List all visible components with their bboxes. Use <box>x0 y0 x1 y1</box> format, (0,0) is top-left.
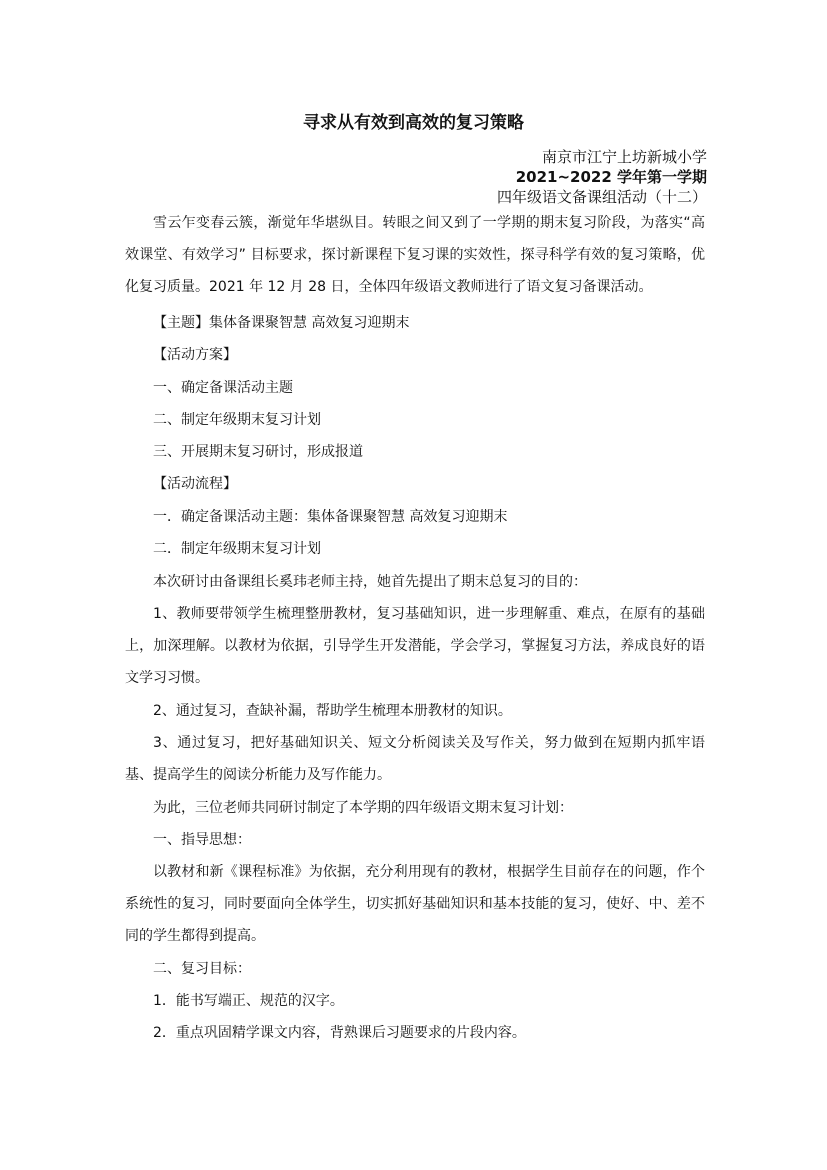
guide-paragraph: 以教材和新《课程标准》为依据，充分利用现有的教材，根据学生目前存在的问题，作个系统性的复习，同时要面向全体学生，切实抓好基础知识和基本技能的复习，使好、中、差不同的学生都得到提高。 <box>125 864 705 944</box>
goal-paragraph-1: 1、教师要带领学生梳理整册教材，复习基础知识，进一步理解重、难点，在原有的基础上，加深理解。以教材为依据，引导学生开发潜能，学会学习，掌握复习方法，养成良好的语文学习习惯。 <box>125 606 705 686</box>
plan-heading: 【活动方案】 <box>153 347 237 363</box>
plan-item: 三、开展期末复习研讨，形成报道 <box>153 444 363 460</box>
guide-heading: 一、指导思想： <box>153 832 251 848</box>
activity-name: 四年级语文备课组活动（十二） <box>496 188 707 206</box>
flow-heading: 【活动流程】 <box>153 476 237 492</box>
school-name: 南京市江宁上坊新城小学 <box>541 148 707 166</box>
plan-item: 二、制定年级期末复习计划 <box>153 412 321 428</box>
plan-item: 一、确定备课活动主题 <box>153 380 293 396</box>
review-item: 1．能书写端正、规范的汉字。 <box>153 993 344 1009</box>
intro-paragraph: 雪云乍变春云簇，渐觉年华堪纵目。转眼之间又到了一学期的期末复习阶段，为落实“高效课堂、有效学习” 目标要求，探讨新课程下复习课的实效性，探寻科学有效的复习策略，优化复习质量。2021 年 12 月 28 日，全体四年级语文教师进行了语文复习备课活动。 <box>125 215 705 295</box>
host-paragraph: 本次研讨由备课组长奚玮老师主持，她首先提出了期末总复习的目的： <box>153 574 587 590</box>
flow-item: 一．确定备课活动主题：集体备课聚智慧 高效复习迎期末 <box>153 509 508 525</box>
plan-intro: 为此，三位老师共同研讨制定了本学期的四年级语文期末复习计划： <box>153 800 573 816</box>
goal-paragraph-3: 3、通过复习，把好基础知识关、短文分析阅读关及写作关，努力做到在短期内抓牢语基、提高学生的阅读分析能力及写作能力。 <box>125 735 705 783</box>
goal-paragraph-2: 2、通过复习，查缺补漏，帮助学生梳理本册教材的知识。 <box>153 703 512 719</box>
flow-item: 二．制定年级期末复习计划 <box>153 541 321 557</box>
document-title: 寻求从有效到高效的复习策略 <box>303 113 524 133</box>
school-term: 2021~2022 学年第一学期 <box>515 168 707 186</box>
theme-line: 【主题】集体备课聚智慧 高效复习迎期末 <box>153 315 410 331</box>
review-item: 2．重点巩固精学课文内容，背熟课后习题要求的片段内容。 <box>153 1025 526 1041</box>
review-heading: 二、复习目标： <box>153 961 251 977</box>
